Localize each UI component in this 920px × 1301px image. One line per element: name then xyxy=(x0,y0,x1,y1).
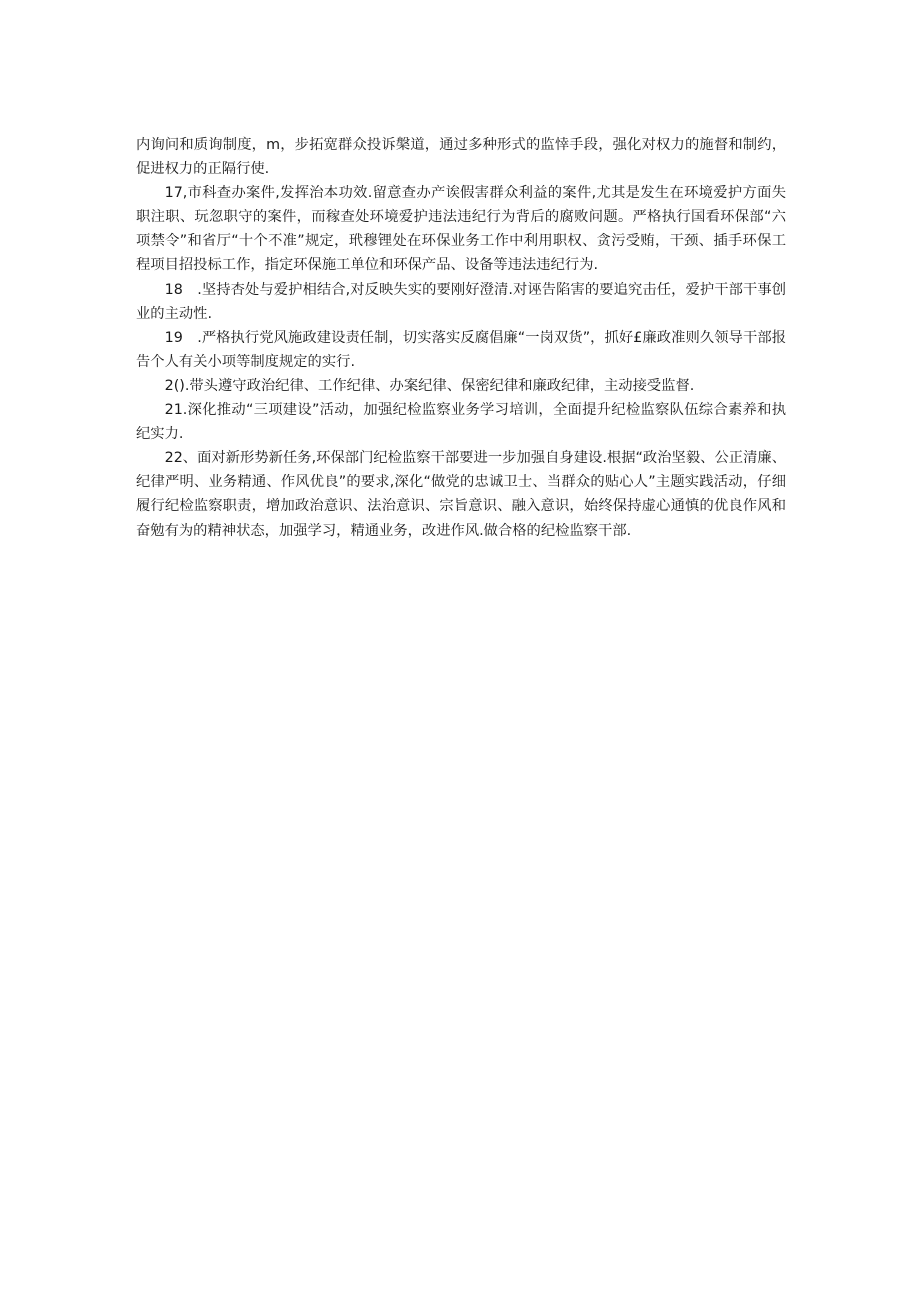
paragraph-continuation: 内询问和质询制度，m，步拓宽群众投诉槃道，通过多种形式的监悻手段，强化对权力的施督和制约，促进权力的正隔行使. xyxy=(136,137,786,178)
document-body xyxy=(136,133,786,543)
paragraph-21: 21.深化推动“三项建设”活动，加强纪检监察业务学习培训，全面提升纪检监察队伍综合素养和执纪实力. xyxy=(136,402,786,443)
paragraph-19: 19 .严格执行党风施政建设责任制，切实落实反腐倡廉“一岗双货”，抓好£廉政准则久领导干部报告个人有关小项等制度规定的实行. xyxy=(136,329,786,370)
paragraph-18: 18 .坚持杏处与爱护相结合,对反映失实的要刚好澄清.对诬告陷害的要追究击任，爱护干部干事创业的主动性. xyxy=(136,281,786,322)
paragraph-20: 2().带头遵守政治纪律、工作纪律、办案纪律、保密纪律和廉政纪律，主动接受监督. xyxy=(164,377,695,394)
paragraph-17: 17,市科查办案件,发挥治本功效.留意查办产诶假害群众利益的案件,尤其是发生在环境爱护方面失职注职、玩忽职守的案件，而稼查处环境爱护违法违纪行为背后的腐败问题。严格执行国看环保部“六项禁令”和省厅“十个不准”规定，玳穆锂处在环保业务工作中利用职权、贪污受贿，干颈、插手环保工程项目招投标工作，指定环保施工单位和环保产品、设备等违法违纪行为. xyxy=(136,185,786,274)
paragraph-22: 22、面对新形势新任务,环保部门纪检监察干部要进一步加强自身建设.根据“政治坚毅、公正清廉、纪律严明、业务精通、作风优良”的要求,深化“做党的忠诚卫士、当群众的贴心人”主题实践活动，仔细履行纪检监察职责，增加政治意识、法治意识、宗旨意识、融入意识，始终保持虚心通慎的优良作风和奋勉有为的精神状态，加强学习，精通业务，改进作风.做合格的纪检监察干部. xyxy=(136,450,786,539)
